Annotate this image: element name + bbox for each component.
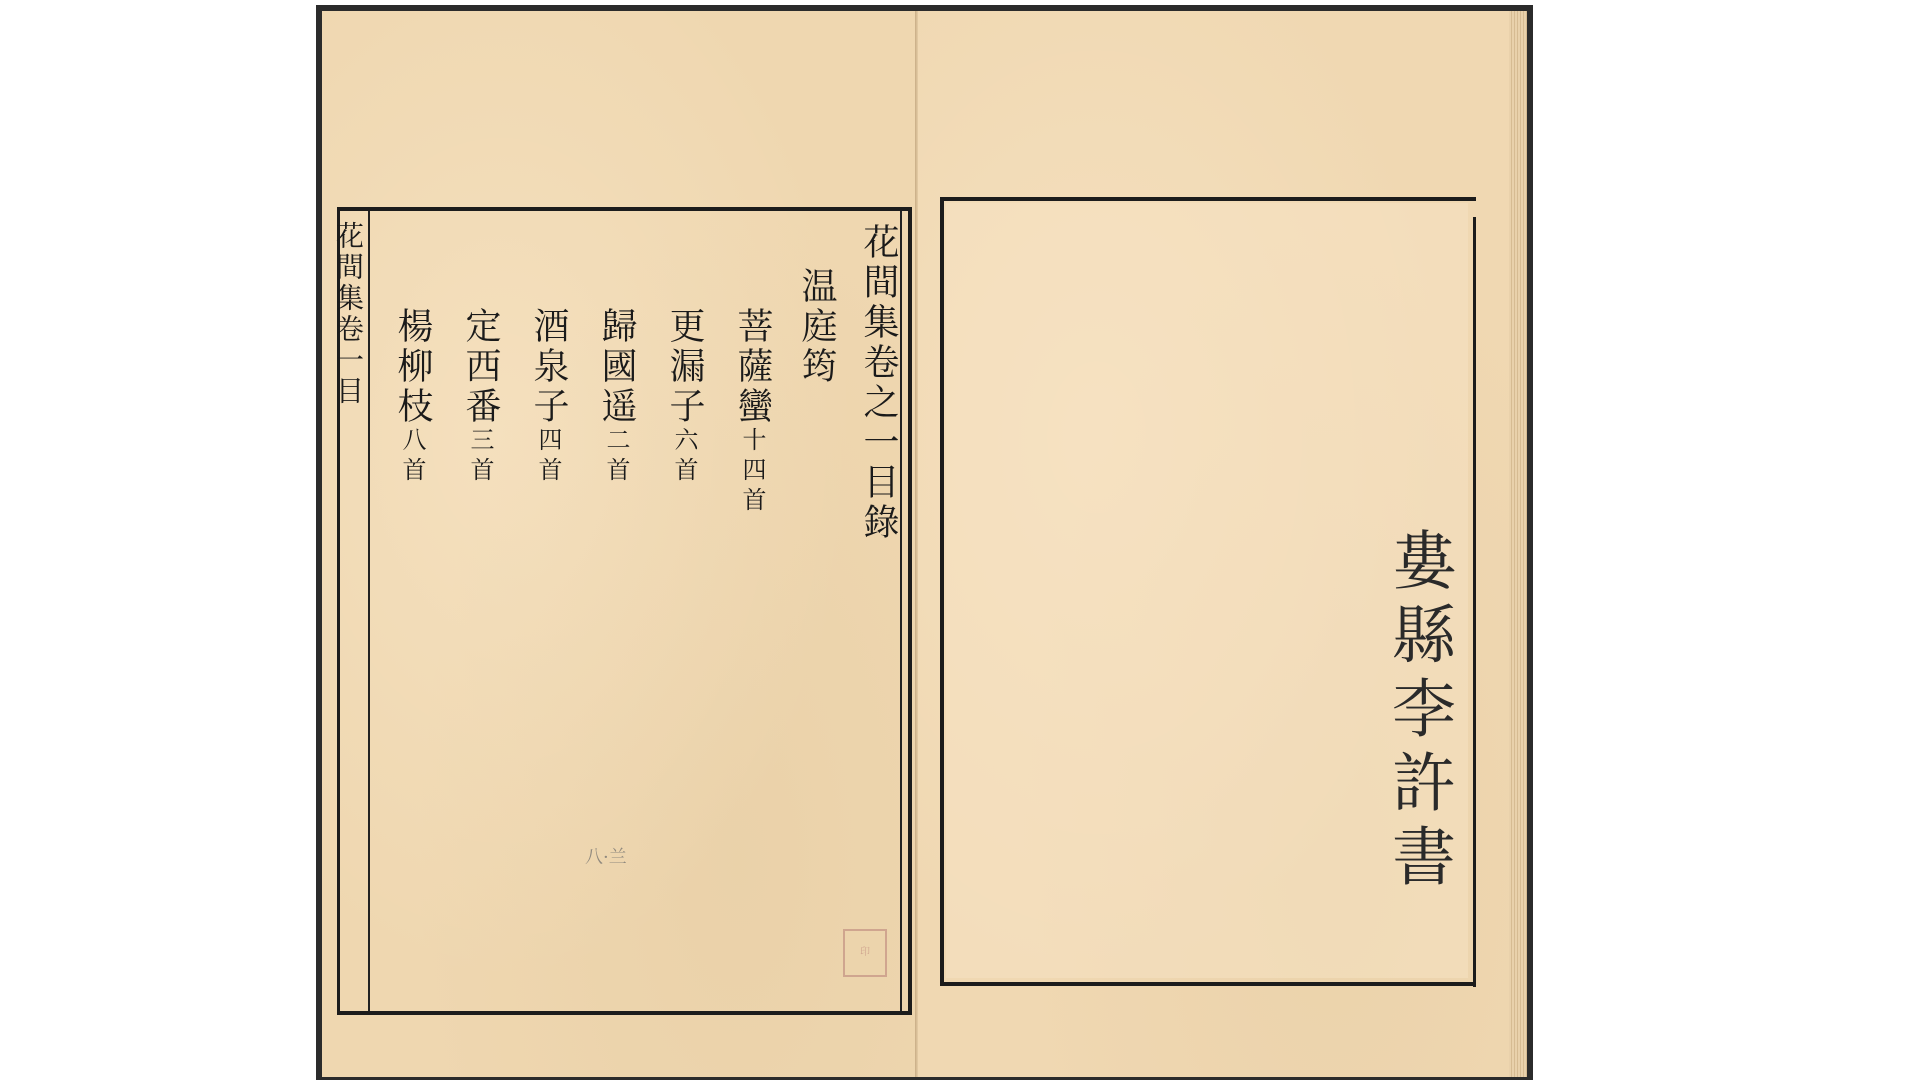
title-page-frame bbox=[940, 197, 1476, 986]
banxin-label: 花間集卷一目 bbox=[332, 221, 365, 407]
publisher-imprint: 婁縣李許書 bbox=[1381, 527, 1455, 897]
right-page bbox=[918, 11, 1514, 1077]
toc-entry-count: 三首 bbox=[466, 427, 494, 487]
ink-smudge: 八·兰 bbox=[585, 847, 627, 868]
toc-entry-title: 定西番 bbox=[460, 307, 501, 427]
toc-entry-title: 楊柳枝 bbox=[392, 307, 433, 427]
page-edges bbox=[1509, 11, 1527, 1077]
toc-entry-title: 菩薩蠻 bbox=[732, 307, 773, 427]
toc-title: 花間集卷之一目錄 bbox=[858, 223, 899, 543]
toc-entry-count: 二首 bbox=[602, 427, 630, 487]
toc-entry bbox=[732, 307, 773, 517]
frame-right-rule bbox=[1473, 217, 1476, 987]
right-rule bbox=[900, 211, 902, 1011]
toc-author: 温庭筠 bbox=[796, 267, 837, 387]
toc-entry bbox=[460, 307, 501, 487]
toc-entry bbox=[528, 307, 569, 487]
toc-entry-count: 十四首 bbox=[738, 427, 766, 517]
left-page-frame bbox=[332, 207, 912, 1015]
toc-entry bbox=[392, 307, 433, 487]
frame-top-rule bbox=[940, 197, 1476, 201]
collector-seal: 印 bbox=[843, 929, 887, 977]
toc-entry-count: 四首 bbox=[534, 427, 562, 487]
toc-entry-title: 酒泉子 bbox=[528, 307, 569, 427]
toc-entry-count: 六首 bbox=[670, 427, 698, 487]
frame-left-rule bbox=[940, 197, 944, 986]
left-page bbox=[322, 11, 917, 1077]
frame-bottom-rule bbox=[940, 982, 1476, 986]
toc-entry bbox=[664, 307, 705, 487]
book-scan bbox=[316, 5, 1533, 1080]
toc-entry bbox=[596, 307, 637, 487]
banxin-divider bbox=[368, 211, 370, 1011]
toc-entry-title: 更漏子 bbox=[664, 307, 705, 427]
toc-entry-title: 歸國遥 bbox=[596, 307, 637, 427]
toc-entry-count: 八首 bbox=[398, 427, 426, 487]
